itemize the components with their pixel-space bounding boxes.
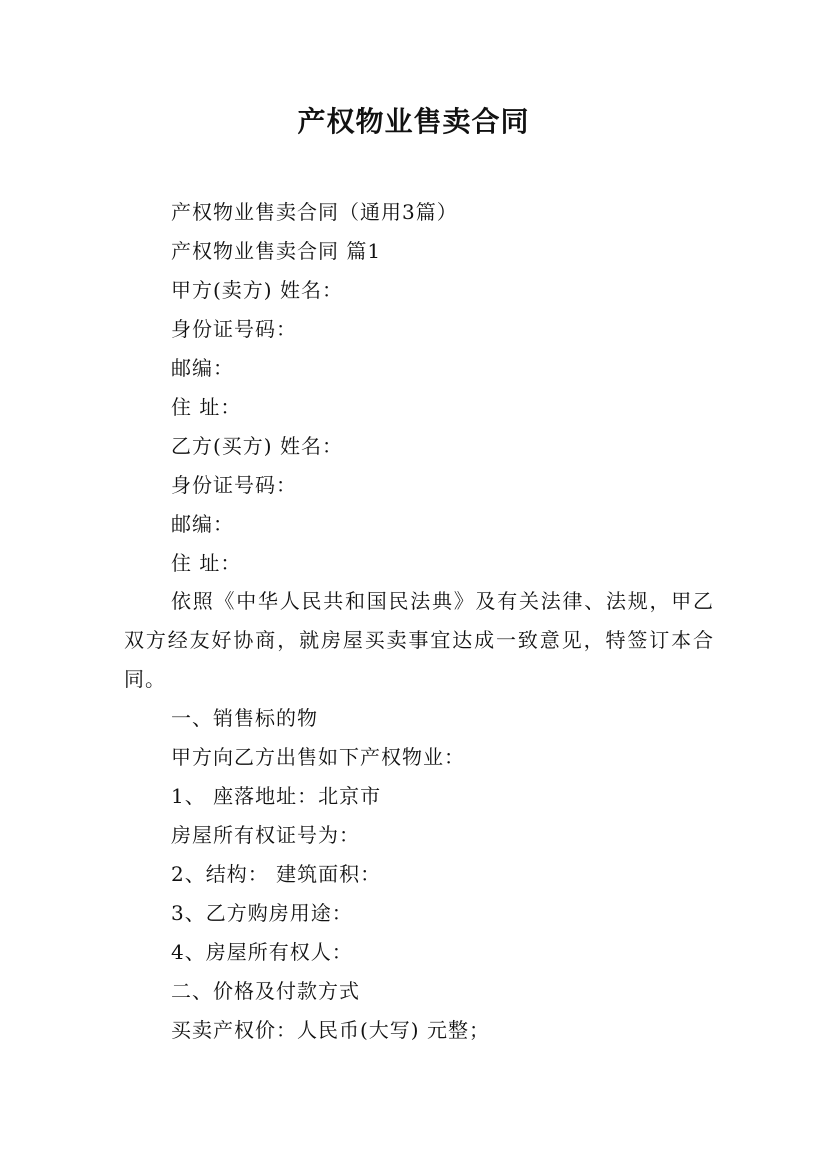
party-a-postcode-line: 邮编： xyxy=(171,356,234,380)
party-a-name-line: 甲方(卖方) 姓名： xyxy=(171,278,343,302)
clause-line: 买卖产权价：人民币(大写) 元整； xyxy=(171,1018,490,1042)
clause-line: 2、结构： 建筑面积： xyxy=(171,862,382,886)
intro-paragraph: 依照《中华人民共和国民法典》及有关法律、法规，甲乙双方经友好协商，就房屋买卖事宜达成一致意见，特签订本合同。 xyxy=(124,589,714,691)
subtitle-line: 产权物业售卖合同（通用3篇） xyxy=(171,200,458,224)
party-b-id-line: 身份证号码： xyxy=(171,473,297,497)
clause-heading-1: 一、销售标的物 xyxy=(171,706,318,730)
party-b-postcode-line: 邮编： xyxy=(171,512,234,536)
party-b-address-line: 住 址： xyxy=(171,551,242,575)
clause-line: 4、房屋所有权人： xyxy=(171,940,353,964)
clause-line: 房屋所有权证号为： xyxy=(171,823,360,847)
section-heading: 产权物业售卖合同 篇1 xyxy=(171,239,382,263)
party-a-address-line: 住 址： xyxy=(171,395,242,419)
clause-line: 3、乙方购房用途： xyxy=(171,901,353,925)
party-a-id-line: 身份证号码： xyxy=(171,317,297,341)
clause-heading-2: 二、价格及付款方式 xyxy=(171,979,360,1003)
clause-line: 1、 座落地址：北京市 xyxy=(171,784,382,808)
party-b-name-line: 乙方(买方) 姓名： xyxy=(171,434,343,458)
clause-line: 甲方向乙方出售如下产权物业： xyxy=(171,745,465,769)
document-title: 产权物业售卖合同 xyxy=(297,105,530,138)
